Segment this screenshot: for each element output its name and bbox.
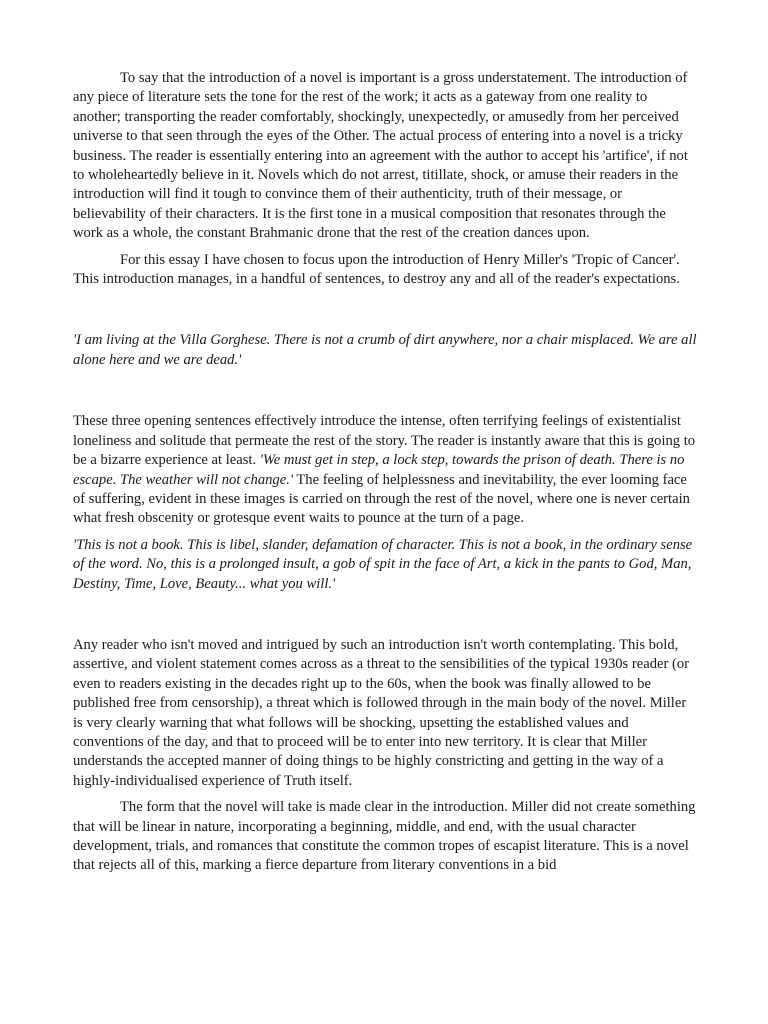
paragraph-reader-reaction: Any reader who isn't moved and intrigued by such an introduction isn't worth contemplating. This bold, assertive, and violent statement comes across as a threat to the sensibilities of the typical 1930s reader (or even to readers existing in the decades right up to the 60s, when the book was finally allowed to be published free from censorship), a threat which is followed through in the main body of the novel. Miller is very clearly warning that what follows will be shocking, upsetting the established values and conventions of the day, and that to proceed will be to enter into new territory. It is clear that Miller understands the accepted manner of doing things to be highly constricting and getting in the way of a highly-individualised experience of Truth itself. <box>73 636 689 789</box>
paragraph-novel-form: The form that the novel will take is made clear in the introduction. Miller did not create something that will be linear in nature, incorporating a beginning, middle, and end, with the usual character development, trials, and romances that constitute the common tropes of escapist literature. This is a novel that rejects all of this, marking a fierce departure from literary conventions in a bid <box>73 799 696 874</box>
inline-quote-lock-step: 'We must get in step, a lock step, towards the prison of death. There is no escape. The weather will not change.' <box>73 452 685 488</box>
paragraph-opening-analysis-text-2: The feeling of helplessness and inevitability, the ever looming face of suffering, evident in these images is carried on through the rest of the novel, where one is never certain what fresh obscenity or grotesque event waits to pounce at the turn of a page. <box>73 471 690 527</box>
paragraph-opening-analysis <box>73 412 697 528</box>
quote-not-a-book: 'This is not a book. This is libel, slander, defamation of character. This is not a book, in the ordinary sense of the word. No, this is a prolonged insult, a gob of spit in the face of Art, a kick in the pants to God, Man, Destiny, Time, Love, Beauty... what you will.' <box>73 536 693 592</box>
paragraph-opening-analysis-text-1: These three opening sentences effectively introduce the intense, often terrifying feelings of existentialist loneliness and solitude that permeate the rest of the story. The reader is instantly aware that this is going to be a bizarre experience at least. <box>73 413 696 469</box>
paragraph-introduction-importance: To say that the introduction of a novel is important is a gross understatement. The introduction of any piece of literature sets the tone for the rest of the work; it acts as a gateway from one reality to another; transporting the reader comfortably, shockingly, unexpectedly, or amusedly from her perceived universe to that seen through the eyes of the Other. The actual process of entering into a novel is a tricky business. The reader is essentially entering into an agreement with the author to accept his 'artifice', if not to wholeheartedly believe in it. Novels which do not arrest, titillate, shock, or amuse their readers in the introduction will find it tough to convince them of their authenticity, truth of their message, or believability of their characters. It is the first tone in a musical composition that resonates through the work as a whole, the constant Brahmanic drone that the rest of the creation dances upon. <box>73 70 688 242</box>
quote-opening-lines: 'I am living at the Villa Gorghese. There is not a crumb of dirt anywhere, nor a chair misplaced. We are all alone here and we are dead.' <box>73 332 697 368</box>
paragraph-essay-focus: For this essay I have chosen to focus upon the introduction of Henry Miller's 'Tropic of Cancer'. This introduction manages, in a handful of sentences, to destroy any and all of the reader's expectations. <box>73 251 680 288</box>
document-page <box>73 69 697 876</box>
